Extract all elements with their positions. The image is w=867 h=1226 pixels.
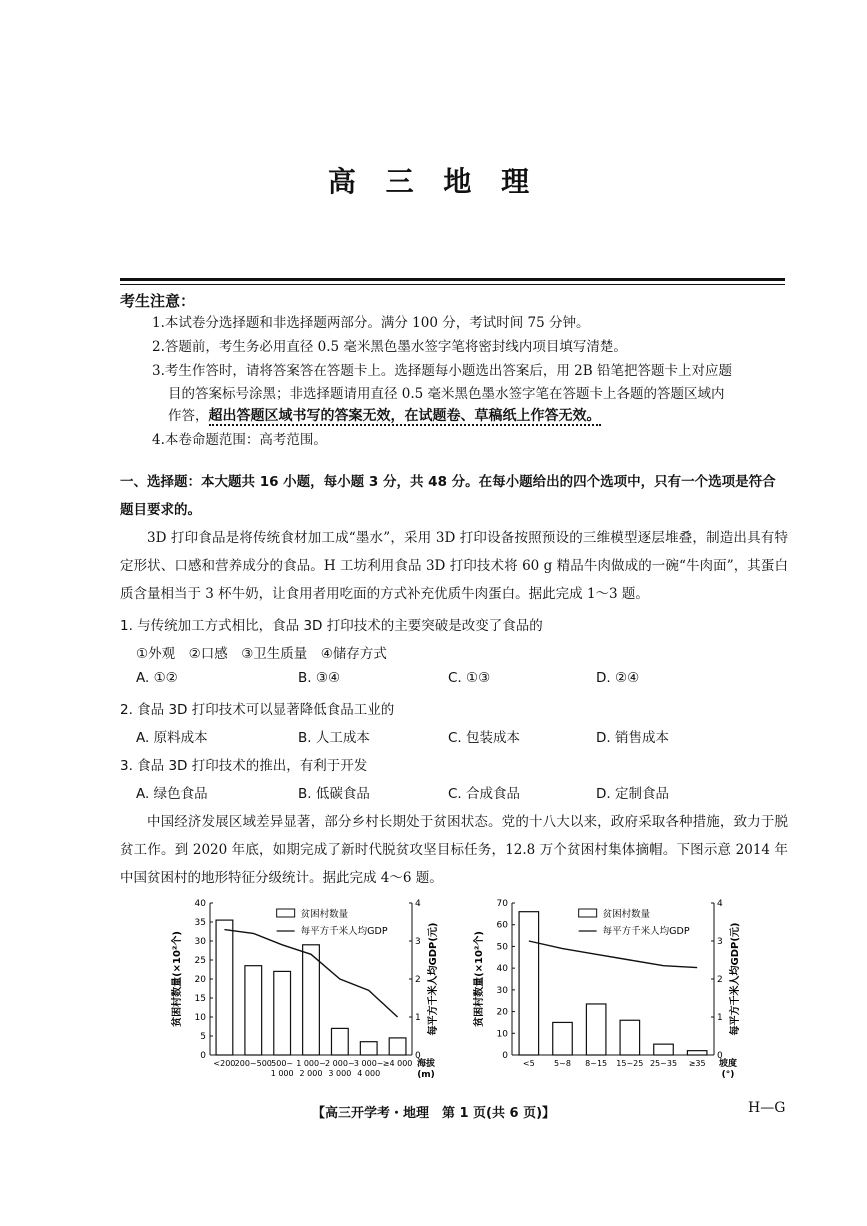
paper-code: H—G (748, 1100, 786, 1116)
bar (389, 1038, 406, 1055)
y-tick-label: 30 (194, 937, 206, 947)
q2-option-a: A. 原料成本 (136, 730, 208, 746)
y-tick-label: 50 (496, 942, 508, 953)
legend-bar-swatch (277, 909, 295, 917)
y2-tick-label: 2 (717, 975, 723, 985)
x-tick-label: 1 000~ (296, 1059, 326, 1068)
q3-option-a: A. 绿色食品 (136, 786, 208, 802)
x-tick-label: 25~35 (649, 1059, 678, 1068)
notice-item-3a: 3.考生作答时，请将答案答在答题卡上。选择题每小题选出答案后，用 2B 铅笔把答题卡上对应题 (152, 363, 732, 379)
y2-tick-label: 3 (415, 937, 421, 947)
x-axis-label: (m) (417, 1070, 435, 1080)
y-tick-label: 0 (502, 1051, 508, 1061)
header-rule-thin (120, 284, 785, 285)
bar (245, 966, 262, 1055)
legend-bar-label: 贫困村数量 (300, 909, 349, 920)
passage-2: 中国经济发展区域差异显著，部分乡村长期处于贫困状态。党的十八大以来，政府采取各种措施，致力于脱贫工作。到 2020 年底，如期完成了新时代脱贫攻坚目标任务，12.8 万个贫困村集体摘帽。下图示意 2014 年中国贫困村的地形特征分级统计。据此完成 4～6 题。 (120, 814, 788, 886)
bar (519, 912, 539, 1055)
bar (687, 1051, 707, 1055)
x-tick-label: 500~ (271, 1059, 294, 1068)
x-tick-label: 4 000 (357, 1069, 381, 1078)
y-tick-label: 40 (496, 964, 508, 975)
y-tick-label: 35 (194, 918, 206, 928)
y-tick-label: 10 (194, 1013, 206, 1023)
q3-option-c: C. 合成食品 (448, 786, 521, 802)
notice-item-2: 2.答题前，考生务必用直径 0.5 毫米黑色墨水签字笔将密封线内项目填写清楚。 (152, 339, 627, 355)
notice-item-3b: 目的答案标号涂黑；非选择题请用直径 0.5 毫米黑色墨水签字笔在答题卡上各题的答题区域内 (168, 386, 725, 402)
y2-tick-label: 1 (415, 1013, 421, 1023)
bar (216, 920, 233, 1055)
y-tick-label: 30 (496, 985, 508, 996)
q2-option-b: B. 人工成本 (298, 730, 370, 746)
x-tick-label: 8~15 (585, 1059, 608, 1068)
x-tick-label: ≥4 000 (382, 1059, 413, 1068)
bar (331, 1028, 348, 1055)
y2-axis-label: 每平方千米人均GDP(元) (428, 922, 439, 1036)
header-rule-thick (120, 278, 785, 281)
notice-heading: 考生注意： (120, 292, 196, 310)
q2-option-c: C. 包装成本 (448, 730, 521, 746)
y-tick-label: 15 (194, 994, 206, 1004)
x-tick-label: ≥35 (688, 1059, 706, 1068)
legend-bar-swatch (579, 909, 597, 917)
q1-items: ①外观 ②口感 ③卫生质量 ④储存方式 (136, 646, 387, 662)
y-tick-label: 40 (194, 899, 206, 909)
x-tick-label: <5 (522, 1059, 535, 1068)
y-tick-label: 25 (194, 956, 206, 966)
legend-bar-label: 贫困村数量 (602, 909, 651, 920)
x-tick-label: 2 000~ (325, 1059, 355, 1068)
page-footer: 【高三开学考・地理 第 1 页(共 6 页)】 (311, 1106, 556, 1121)
q1-option-a: A. ①② (136, 670, 178, 686)
chart-slope (462, 895, 762, 1090)
y-tick-label: 20 (496, 1007, 508, 1018)
x-axis-label: 坡度 (718, 1059, 738, 1069)
y2-tick-label: 3 (717, 937, 723, 947)
y2-tick-label: 4 (415, 899, 421, 909)
q2-option-d: D. 销售成本 (596, 730, 669, 746)
y2-tick-label: 0 (717, 1051, 723, 1061)
bar (303, 945, 320, 1055)
q1-stem: 1. 与传统加工方式相比，食品 3D 打印技术的主要突破是改变了食品的 (120, 618, 543, 634)
q3-stem: 3. 食品 3D 打印技术的推出，有利于开发 (120, 758, 368, 774)
passage-1: 3D 打印食品是将传统食材加工成“墨水”，采用 3D 打印设备按照预设的三维模型逐层堆叠，制造出具有特定形状、口感和营养成分的食品。H 工坊利用食品 3D 打印技术将 60 g 精品牛肉做成的一碗“牛肉面”，其蛋白质含量相当于 3 杯牛奶，让食用者用吃面的方式补充优质牛肉蛋白。据此完成 1～3 题。 (120, 530, 788, 602)
chart-elevation (160, 895, 460, 1090)
x-tick-label: 1 000 (270, 1069, 294, 1078)
section-1-heading: 一、选择题：本大题共 16 小题，每小题 3 分，共 48 分。在每小题给出的四个选项中，只有一个选项是符合题目要求的。 (120, 474, 776, 518)
y-tick-label: 20 (194, 975, 206, 985)
y2-axis-label: 每平方千米人均GDP(元) (730, 922, 741, 1036)
legend-line-label: 每平方千米人均GDP (602, 926, 690, 937)
x-axis-label: (°) (721, 1070, 735, 1080)
y2-tick-label: 4 (717, 899, 723, 909)
y-tick-label: 70 (496, 899, 508, 909)
x-tick-label: 2 000 (299, 1069, 323, 1078)
y-axis-label: 贫困村数量(×10²个) (474, 931, 485, 1027)
y-axis-label: 贫困村数量(×10²个) (172, 931, 183, 1027)
bar (654, 1044, 674, 1055)
y2-tick-label: 0 (415, 1051, 421, 1061)
q1-option-d: D. ②④ (596, 670, 640, 686)
x-tick-label: 3 000~ (353, 1059, 384, 1068)
q1-option-b: B. ③④ (298, 670, 341, 686)
x-tick-label: <200 (213, 1059, 236, 1068)
q2-stem: 2. 食品 3D 打印技术可以显著降低食品工业的 (120, 702, 395, 718)
legend-line-label: 每平方千米人均GDP (300, 926, 388, 937)
gdp-line (529, 941, 697, 968)
q3-option-b: B. 低碳食品 (298, 786, 370, 802)
notice-item-1: 1.本试卷分选择题和非选择题两部分。满分 100 分，考试时间 75 分钟。 (152, 315, 590, 331)
q3-option-d: D. 定制食品 (596, 786, 669, 802)
bar (274, 971, 291, 1055)
x-tick-label: 5~8 (554, 1059, 571, 1068)
x-axis-label: 海拔 (416, 1059, 436, 1069)
y-tick-label: 60 (496, 920, 508, 931)
paper-title: 高 三 地 理 (327, 165, 540, 198)
y-tick-label: 10 (496, 1029, 508, 1040)
x-tick-label: 200~500 (234, 1059, 272, 1068)
bar (360, 1042, 377, 1055)
y2-tick-label: 2 (415, 975, 421, 985)
y-tick-label: 5 (200, 1032, 206, 1042)
bar (553, 1022, 573, 1055)
y2-tick-label: 1 (717, 1013, 723, 1023)
q1-option-c: C. ①③ (448, 670, 491, 686)
notice-item-4: 4.本卷命题范围：高考范围。 (152, 432, 327, 448)
bar (586, 1004, 606, 1055)
x-tick-label: 15~25 (616, 1059, 644, 1068)
x-tick-label: 3 000 (328, 1069, 352, 1078)
bar (620, 1020, 640, 1055)
y-tick-label: 0 (200, 1051, 206, 1061)
notice-item-3c (168, 404, 788, 428)
notice-item-3c-emphasis: 超出答题区域书写的答案无效，在试题卷、草稿纸上作答无效。 (208, 408, 601, 424)
notice-item-3c-prefix: 作答， (168, 408, 209, 424)
